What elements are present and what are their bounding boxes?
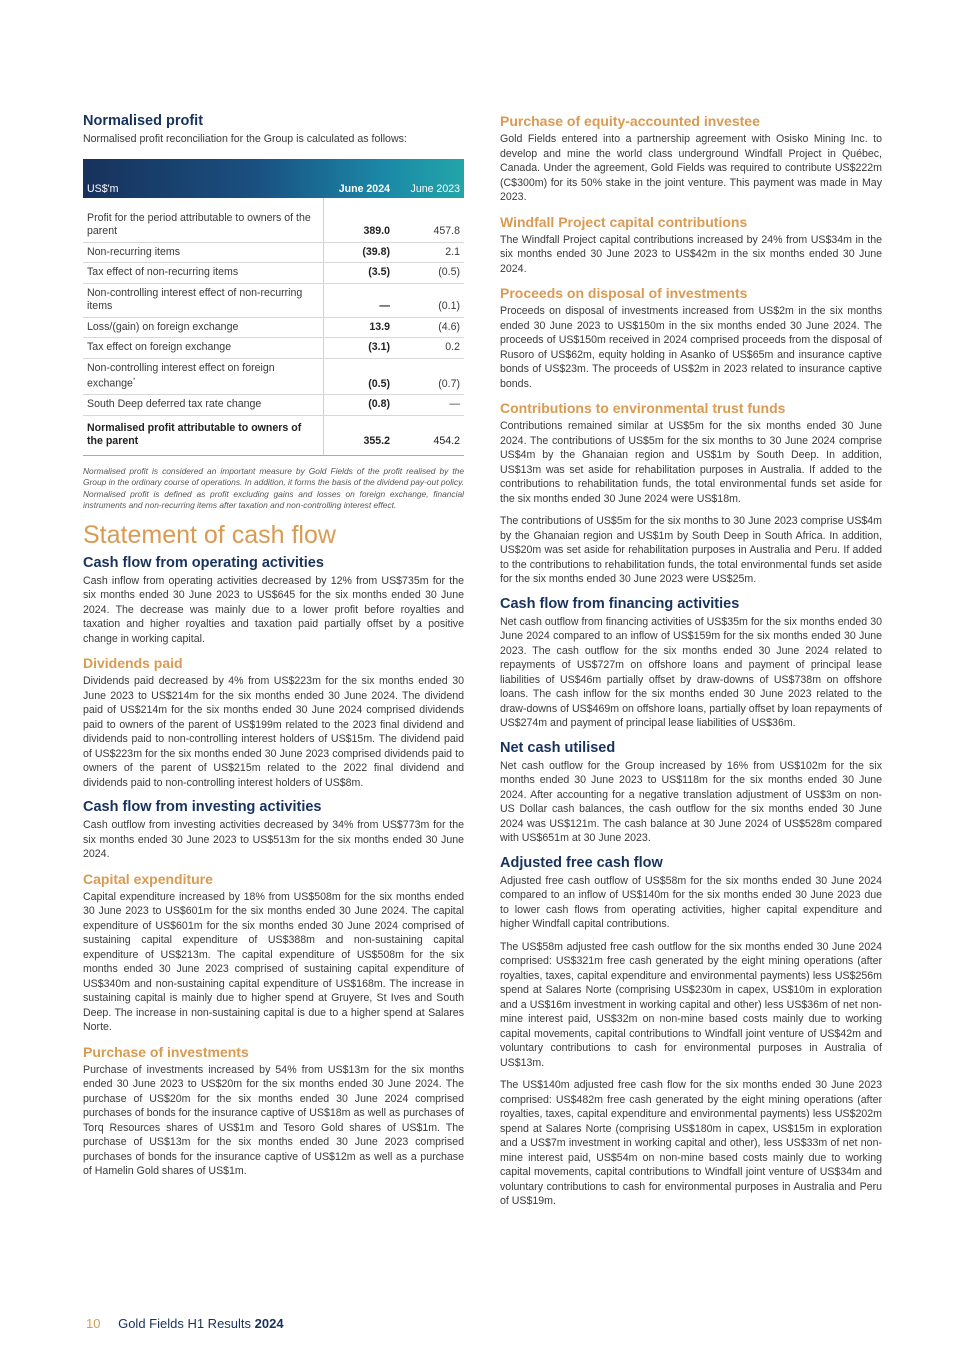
dividends-heading: Dividends paid xyxy=(83,655,183,672)
disposal-heading: Proceeds on disposal of investments xyxy=(500,285,748,301)
operating-text: Cash inflow from operating activities decreased by 12% from US$735m for the six months ended 30 June 2023 to US$645 for the six months ended 30 June 2024. The decrease was mainly due to a lower profit before royalties and taxation and higher royalties and taxation paid partially offset by a positive change in working capital. xyxy=(83,574,464,645)
header-june-2023: June 2023 xyxy=(410,182,460,195)
row-label: South Deep deferred tax rate change xyxy=(83,395,324,416)
operating-heading: Cash flow from operating activities xyxy=(83,554,324,571)
header-units: US$'m xyxy=(87,182,119,195)
table-row xyxy=(83,263,464,284)
row-label-cell xyxy=(83,358,324,395)
normalised-intro: Normalised profit reconciliation for the Group is calculated as follows: xyxy=(83,133,407,145)
capex-text: Capital expenditure increased by 18% from US$508m for the six months ended 30 June 2023 to US$601m for the six months ended 30 June 2024. The capital expenditure of US$601m for the six months ended 30 June 2024 comprised of sustaining capital expenditure of US$388m and non-sustaining capital expenditure of US$213m. The capital expenditure of US$508m for the six months ended 30 June 2023 comprised of sustaining capital expenditure of US$340m and non-sustaining capital expenditure of US$168m. The increase in sustaining capital is mainly due to higher spend at Gruyere, St Ives and South Deep. The increase in non-sustaining capital is due to a higher spend at Salares Norte. xyxy=(83,890,464,1034)
normalised-note: Normalised profit is considered an important measure by Gold Fields of the profit realised by the Group in the ordinary course of operations. In addition, it forms the basis of the dividend pay-out policy. Normalised profit is defined as profit excluding gains and losses on foreign exchange, financial instruments and non-recurring items after taxation and non-controlling interest effect. xyxy=(83,465,464,511)
footnote-marker: * xyxy=(132,378,136,384)
afcf-text-2: The US$58m adjusted free cash outflow for the six months ended 30 June 2024 comprised: US$321m free cash generated by the eight mining operations (after royalties, taxes, capital expenditure and environmental payments) less US$256m spend at Salares Norte (comprising US$230m in capex, US$10m in exploration and a US$16m investment in working capital and other) less US$36m of net non-mine interest paid, US$32m on non-mine based costs mainly due to working capital movements, capital contributions to Windfall joint venture of US$42m and voluntary contributions to cash for environmental purposes in Australia of US$13m. xyxy=(500,940,882,1069)
page-number: 10 xyxy=(86,1316,101,1331)
row-label: Profit for the period attributable to owners of the parent xyxy=(83,198,324,243)
row-label: Non-controlling interest effect of non-recurring items xyxy=(83,283,324,317)
equity-investee-heading: Purchase of equity-accounted investee xyxy=(500,113,760,129)
normalised-profit-table xyxy=(83,159,464,456)
table-total-row xyxy=(83,415,464,455)
row-value-2024: (0.8) xyxy=(324,395,395,416)
windfall-text: The Windfall Project capital contributions increased by 24% from US$34m in the six months ended 30 June 2023 to US$42m in the six months ended 30 June 2024. xyxy=(500,233,882,275)
row-value-2023: (0.1) xyxy=(394,283,464,317)
table-row xyxy=(83,317,464,338)
purchase-investments-heading: Purchase of investments xyxy=(83,1043,249,1060)
row-value-2024: (3.1) xyxy=(324,338,395,359)
row-value-2024: (0.5) xyxy=(324,358,395,395)
table-row xyxy=(83,242,464,263)
row-value-2023: 0.2 xyxy=(394,338,464,359)
page-footer xyxy=(86,1316,284,1331)
table-row xyxy=(83,358,464,395)
env-trust-heading: Contributions to environmental trust funds xyxy=(500,400,786,416)
disposal-text: Proceeds on disposal of investments increased from US$2m in the six months ended 30 June 2023 to US$150m in the six months ended 30 June 2024. The proceeds of US$150m received in 2024 comprised proceeds from the disposal of Rusoro of US$62m, equity holding in Asanko of US$65m and insurance captive bonds of US$23m. The proceeds of US$2m in 2023 related to insurance captive bonds. xyxy=(500,305,882,390)
table-row xyxy=(83,283,464,317)
table-row xyxy=(83,198,464,243)
row-label: Loss/(gain) on foreign exchange xyxy=(83,317,324,338)
footer-title: Gold Fields H1 Results xyxy=(118,1316,252,1331)
left-column xyxy=(83,112,464,1187)
afcf-heading: Adjusted free cash flow xyxy=(500,854,663,871)
row-value-2024: (3.5) xyxy=(324,263,395,284)
footer-year: 2024 xyxy=(254,1316,284,1331)
env-trust-text-1: Contributions remained similar at US$5m for the six months ended 30 June 2024. The contributions of US$5m for the six months to 30 June 2024 comprise US$4m by the Ghanaian region and US$1m by South Deep. In addition, US$13m was set aside for rehabilitation purposes in Australia. If added to the contributions to rehabilitation funds, the total environmental funds set aside for the six months ended 30 June 2024 were US$18m. xyxy=(500,420,882,505)
financing-text: Net cash outflow from financing activities of US$35m for the six months ended 30 June 2024 compared to an inflow of US$159m for the six months ended 30 June 2023. The cash outflow for the six months ended 30 June 2024 related to repayments of US$727m on offshore loans and payment of principal lease liabilities of US$46m partially offset by draw-downs of US$738m on offshore loans. The cash inflow for the six months ended 30 June 2023 related to the draw-downs of US$469m on offshore loans, partially offset by loan repayments of US$274m and payment of principal lease liabilities of US$36m. xyxy=(500,615,882,729)
afcf-text-3: The US$140m adjusted free cash flow for the six months ended 30 June 2023 comprised: US$482m free cash generated by the eight mining operations (after royalties, taxes, capital expenditure and environmental payments) less US$202m spend at Salares Norte (comprising US$180m in capex, US$15m in exploration and a US$7m investment in working capital and other), less US$33m of net non-mine interest paid, US$54m on non-mine based costs mainly due to working capital movements, capital contributions to Windfall joint venture of US$34m and voluntary contributions to cash for environmental purposes in Australia and Peru of US$19m. xyxy=(500,1079,882,1207)
financing-heading: Cash flow from financing activities xyxy=(500,595,740,612)
row-label: Non-recurring items xyxy=(83,242,324,263)
table-row xyxy=(83,395,464,416)
net-cash-heading: Net cash utilised xyxy=(500,739,616,756)
row-value-2023: 2.1 xyxy=(394,242,464,263)
env-trust-text-2: The contributions of US$5m for the six months to 30 June 2023 comprise US$4m by the Ghanaian region and US$1m by South Deep in South Africa. In addition, US$20m was set aside for rehabilitation purposes in Australia and Peru. If added to the contributions to rehabilitation funds, the total environmental funds set aside for the six months ended 30 June 2023 were US$25m. xyxy=(500,515,882,585)
table-row xyxy=(83,338,464,359)
row-label: Non-controlling interest effect on foreign exchange xyxy=(87,361,275,390)
row-value-2023: (4.6) xyxy=(394,317,464,338)
row-value-2023: (0.5) xyxy=(394,263,464,284)
right-column xyxy=(500,112,882,1217)
purchase-investments-text: Purchase of investments increased by 54% from US$13m for the six months ended 30 June 2023 to US$20m for the six months ended 30 June 2024. The purchase of US$20m for the six months ended 30 June 2024 comprised purchases of bonds for the insurance captive of US$18m as well as purchases of Torq Resources shares of US$1m and Tesoro Gold shares of US$1m. The purchase of US$13m for the six months ended 30 June 2023 comprised purchases of bonds for the insurance captive of US$12m as well as a purchase of Hamelin Gold shares of US$1m. xyxy=(83,1063,464,1178)
row-value-2024: — xyxy=(324,283,395,317)
row-value-2023: — xyxy=(394,395,464,416)
header-june-2024: June 2024 xyxy=(338,182,390,195)
dividends-text: Dividends paid decreased by 4% from US$223m for the six months ended 30 June 2023 to US$214m for the six months ended 30 June 2024. The dividend paid of US$214m for the six months ended 30 June 2024 comprised dividends paid to owners of the parent of US$199m related to the 2023 final dividend and dividends paid to non-controlling interest holders of US$15m. The dividend paid of US$223m for the six months ended 30 June 2023 comprised dividends paid to owners of the parent of US$215m related to the 2022 final dividend and dividends paid to non-controlling interest holders of US$8m. xyxy=(83,675,464,789)
row-value-2024: 389.0 xyxy=(324,198,395,243)
row-value-2024: 13.9 xyxy=(324,317,395,338)
cash-flow-title: Statement of cash flow xyxy=(83,520,336,549)
equity-investee-text: Gold Fields entered into a partnership agreement with Osisko Mining Inc. to develop and mine the world class underground Windfall Project in Québec, Canada. Under the agreement, Gold Fields was required to contribute US$222m (C$300m) for its 50% stake in the joint venture. This payment was made in May 2023. xyxy=(500,133,882,203)
row-value-2023: 457.8 xyxy=(394,198,464,243)
row-value-2023: (0.7) xyxy=(394,358,464,395)
row-label: Tax effect on foreign exchange xyxy=(83,338,324,359)
net-cash-text: Net cash outflow for the Group increased by 16% from US$102m for the six months ended 30 June 2023 to US$118m for the six months ended 30 June 2024. After accounting for a negative translation adjustment of US$3m on non-US Dollar cash balances, the cash outflow for the six months ended 30 June 2024 was US$121m. The cash balance at 30 June 2024 of US$528m compared with US$651m at 30 June 2023. xyxy=(500,759,882,844)
total-value-2023: 454.2 xyxy=(394,415,464,455)
investing-heading: Cash flow from investing activities xyxy=(83,799,322,816)
total-label: Normalised profit attributable to owners of the parent xyxy=(83,415,324,455)
normalised-profit-heading: Normalised profit xyxy=(83,113,204,129)
total-value-2024: 355.2 xyxy=(324,415,395,455)
row-label: Tax effect of non-recurring items xyxy=(83,263,324,284)
investing-text: Cash outflow from investing activities decreased by 34% from US$773m for the six months ended 30 June 2023 to US$513m for the six months ended 30 June 2024. xyxy=(83,819,464,861)
capex-heading: Capital expenditure xyxy=(83,870,213,887)
row-value-2024: (39.8) xyxy=(324,242,395,263)
windfall-heading: Windfall Project capital contributions xyxy=(500,213,748,230)
table-header-row xyxy=(83,159,464,198)
afcf-text-1: Adjusted free cash outflow of US$58m for the six months ended 30 June 2024 compared to an inflow of US$140m for the six months ended 30 June 2023 due to lower cash flows from operating activities, higher capital expenditure and higher Windfall capital contributions. xyxy=(500,874,882,930)
